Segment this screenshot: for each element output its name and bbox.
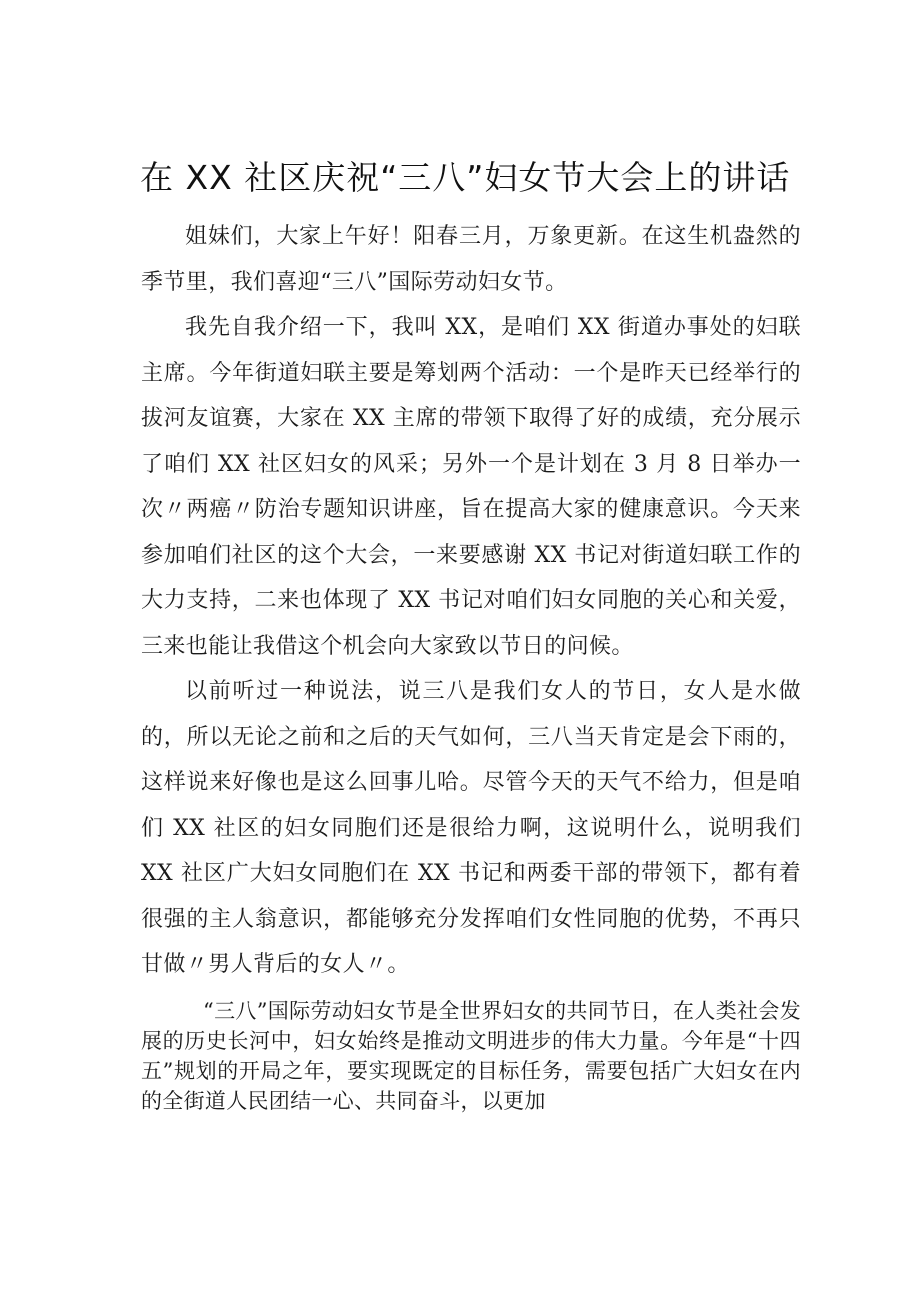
paragraph-festival-significance: “三八”国际劳动妇女节是全世界妇女的共同节日，在人类社会发展的历史长河中，妇女始终是推动文明进步的伟大力量。今年是“十四五”规划的开局之年，要实现既定的目标任务，需要包括广大妇女在内的全街道人民团结一心、共同奋斗，以更加 xyxy=(141,998,801,1113)
document-body xyxy=(141,214,801,1116)
document-title: 在 XX 社区庆祝“三八”妇女节大会上的讲话 xyxy=(140,158,791,197)
paragraph-introduction: 我先自我介绍一下，我叫 XX，是咱们 XX 街道办事处的妇联主席。今年街道妇联主要是筹划两个活动：一个是昨天已经举行的拔河友谊赛，大家在 XX 主席的带领下取得了好的成绩，充分展示了咱们 XX 社区妇女的风采；另外一个是计划在 3 月 8 日举办一次〃两癌〃防治专题知识讲座，旨在提高大家的健康意识。今天来参加咱们社区的这个大会，一来要感谢 XX 书记对街道妇联工作的大力支持，二来也体现了 XX 书记对咱们妇女同胞的关心和关爱，三来也能让我借这个机会向大家致以节日的问候。 xyxy=(141,315,801,659)
paragraph-greeting: 姐妹们，大家上午好！阳春三月，万象更新。在这生机盎然的季节里，我们喜迎“三八”国际劳动妇女节。 xyxy=(141,224,801,295)
paragraph-weather-remark: 以前听过一种说法，说三八是我们女人的节日，女人是水做的，所以无论之前和之后的天气如何，三八当天肯定是会下雨的，这样说来好像也是这么回事儿哈。尽管今天的天气不给力，但是咱们 XX 社区的妇女同胞们还是很给力啊，这说明什么，说明我们 XX 社区广大妇女同胞们在 XX 书记和两委干部的带领下，都有着很强的主人翁意识，都能够充分发挥咱们女性同胞的优势，不再只甘做〃男人背后的女人〃。 xyxy=(141,679,801,977)
